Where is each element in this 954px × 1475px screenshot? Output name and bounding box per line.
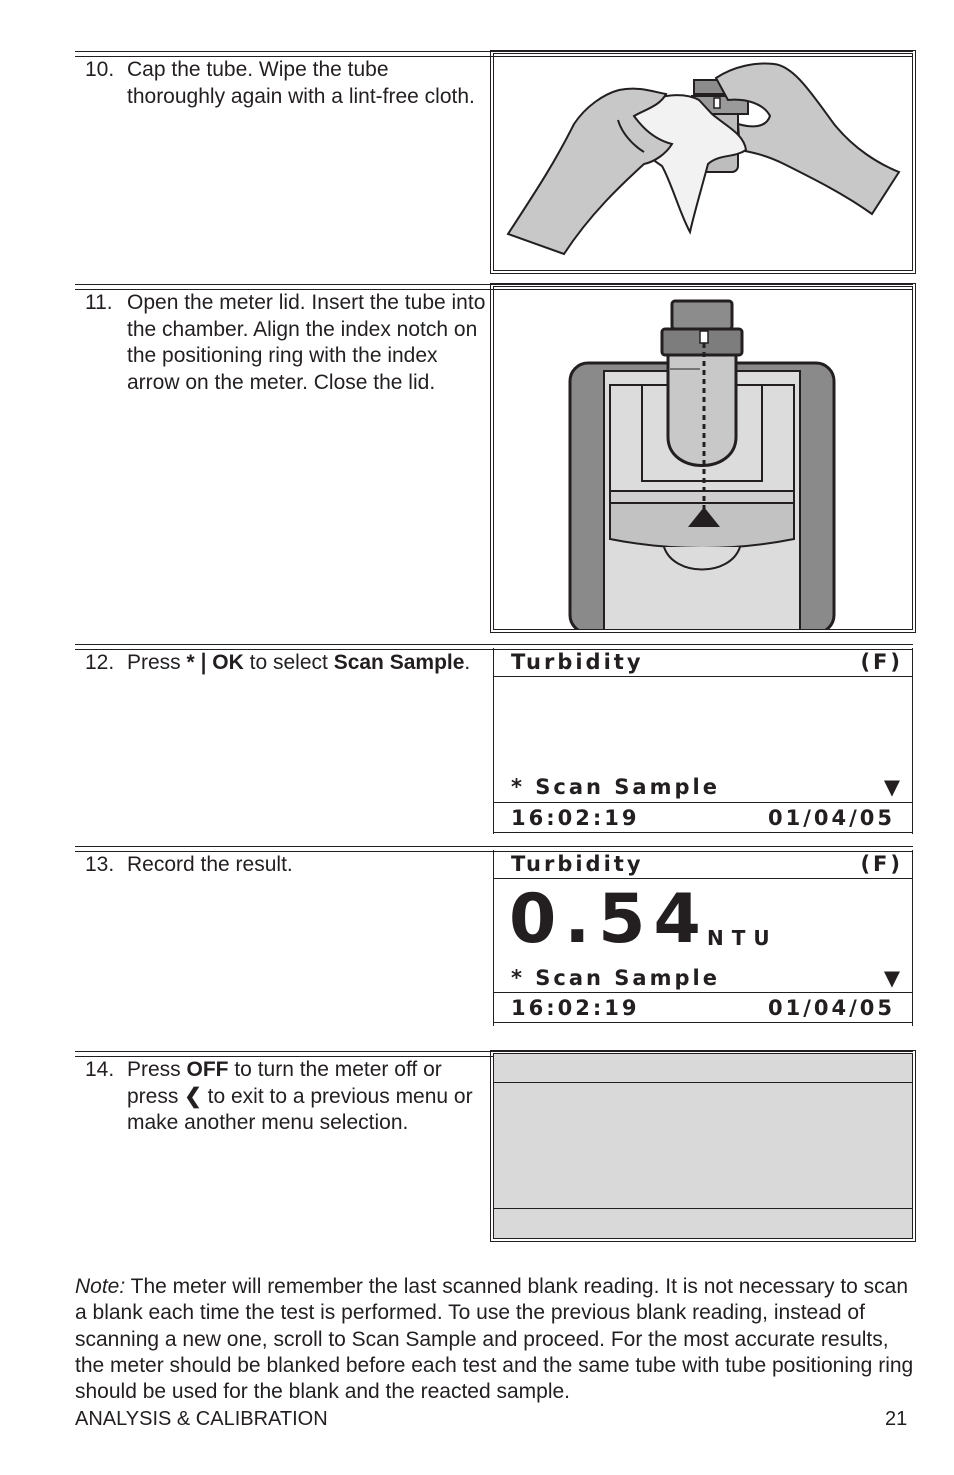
step-text: Cap the tube. Wipe the tube thoroughly again with a lint-free cloth. <box>127 58 475 108</box>
screen-divider <box>493 878 913 879</box>
step-14 <box>85 1057 490 1137</box>
screen-bottom <box>493 1022 913 1023</box>
step-11 <box>85 290 490 396</box>
page-number: 21 <box>885 1408 908 1430</box>
step-text <box>127 650 490 677</box>
step-13-row <box>75 846 913 1026</box>
wipe-tube-illustration <box>493 53 913 271</box>
screen-bottom <box>493 832 913 833</box>
blank-meter-screen <box>493 1053 913 1239</box>
screen-date: 01/04/05 <box>767 806 895 830</box>
step-number: 14. <box>85 1058 115 1081</box>
step-12-row <box>75 644 913 834</box>
scroll-down-icon: ▼ <box>883 775 903 799</box>
screen-mode: (F) <box>860 852 903 876</box>
scan-sample-label: Scan Sample <box>333 651 465 674</box>
screen-divider <box>493 802 913 803</box>
step-number: 12. <box>85 651 115 674</box>
screen-title: Turbidity <box>511 852 644 876</box>
meter-screen-12 <box>493 644 913 834</box>
step-text: Record the result. <box>127 853 293 876</box>
screen-border <box>493 850 494 1026</box>
screen-date: 01/04/05 <box>767 996 895 1020</box>
ok-key-label: *❘OK <box>186 651 244 674</box>
footer-section-title: ANALYSIS & CALIBRATION <box>75 1408 328 1430</box>
screen-time: 16:02:19 <box>511 996 640 1020</box>
note-paragraph <box>75 1274 915 1405</box>
hands-wiping-tube-illustration <box>494 54 912 270</box>
step-text-part: to exit to a previous menu or make another menu selection. <box>127 1084 473 1134</box>
step-text-part: Press <box>127 1058 187 1081</box>
meter-screen-13 <box>493 846 913 1026</box>
step-text-part: . <box>464 651 471 674</box>
back-arrow-icon: ❮ <box>184 1084 202 1108</box>
screen-divider <box>493 676 913 677</box>
reading-unit: NTU <box>707 926 778 950</box>
step-text: Open the meter lid. Insert the tube into the chamber. Align the index notch on the positioning ring with the index arrow on the meter. Close the lid. <box>127 291 486 394</box>
screen-divider <box>494 1082 912 1083</box>
meter-tube-alignment-illustration <box>494 287 912 629</box>
scroll-down-icon: ▼ <box>883 966 903 990</box>
scan-sample-menu-item: * Scan Sample <box>511 775 720 799</box>
note-text: The meter will remember the last scanned blank reading. It is not necessary to scan a blank each time the test is performed. To use the previous blank reading, instead of scanning a new one, scroll to Scan Sample and proceed. For the most accurate results, the meter should be blanked before each test and the same tube with tube positioning ring should be used for the blank and the reacted sample. <box>75 1275 914 1404</box>
step-12 <box>85 650 490 677</box>
screen-title: Turbidity <box>511 650 644 674</box>
step-text-part: to turn the meter off or press <box>127 1058 442 1108</box>
screen-time: 16:02:19 <box>511 806 640 830</box>
screen-divider <box>494 1208 912 1209</box>
screen-border <box>912 850 913 1026</box>
off-key-label: OFF <box>186 1058 229 1081</box>
step-14-row <box>75 1051 913 1243</box>
step-text <box>127 1057 490 1137</box>
meter-chamber-illustration <box>493 286 913 630</box>
turbidity-reading: 0.54 <box>509 880 709 959</box>
step-11-row <box>75 284 913 632</box>
step-number: 11. <box>85 291 113 314</box>
step-10-row <box>75 51 913 273</box>
step-13 <box>85 852 490 879</box>
step-text-part: Press <box>127 651 187 674</box>
note-label: Note: <box>75 1275 126 1298</box>
screen-mode: (F) <box>860 650 903 674</box>
step-number: 13. <box>85 853 115 876</box>
step-text-part: to select <box>243 651 334 674</box>
step-number: 10. <box>85 58 115 81</box>
step-10 <box>85 57 490 110</box>
scan-sample-menu-item: * Scan Sample <box>511 966 720 990</box>
screen-divider <box>493 992 913 993</box>
